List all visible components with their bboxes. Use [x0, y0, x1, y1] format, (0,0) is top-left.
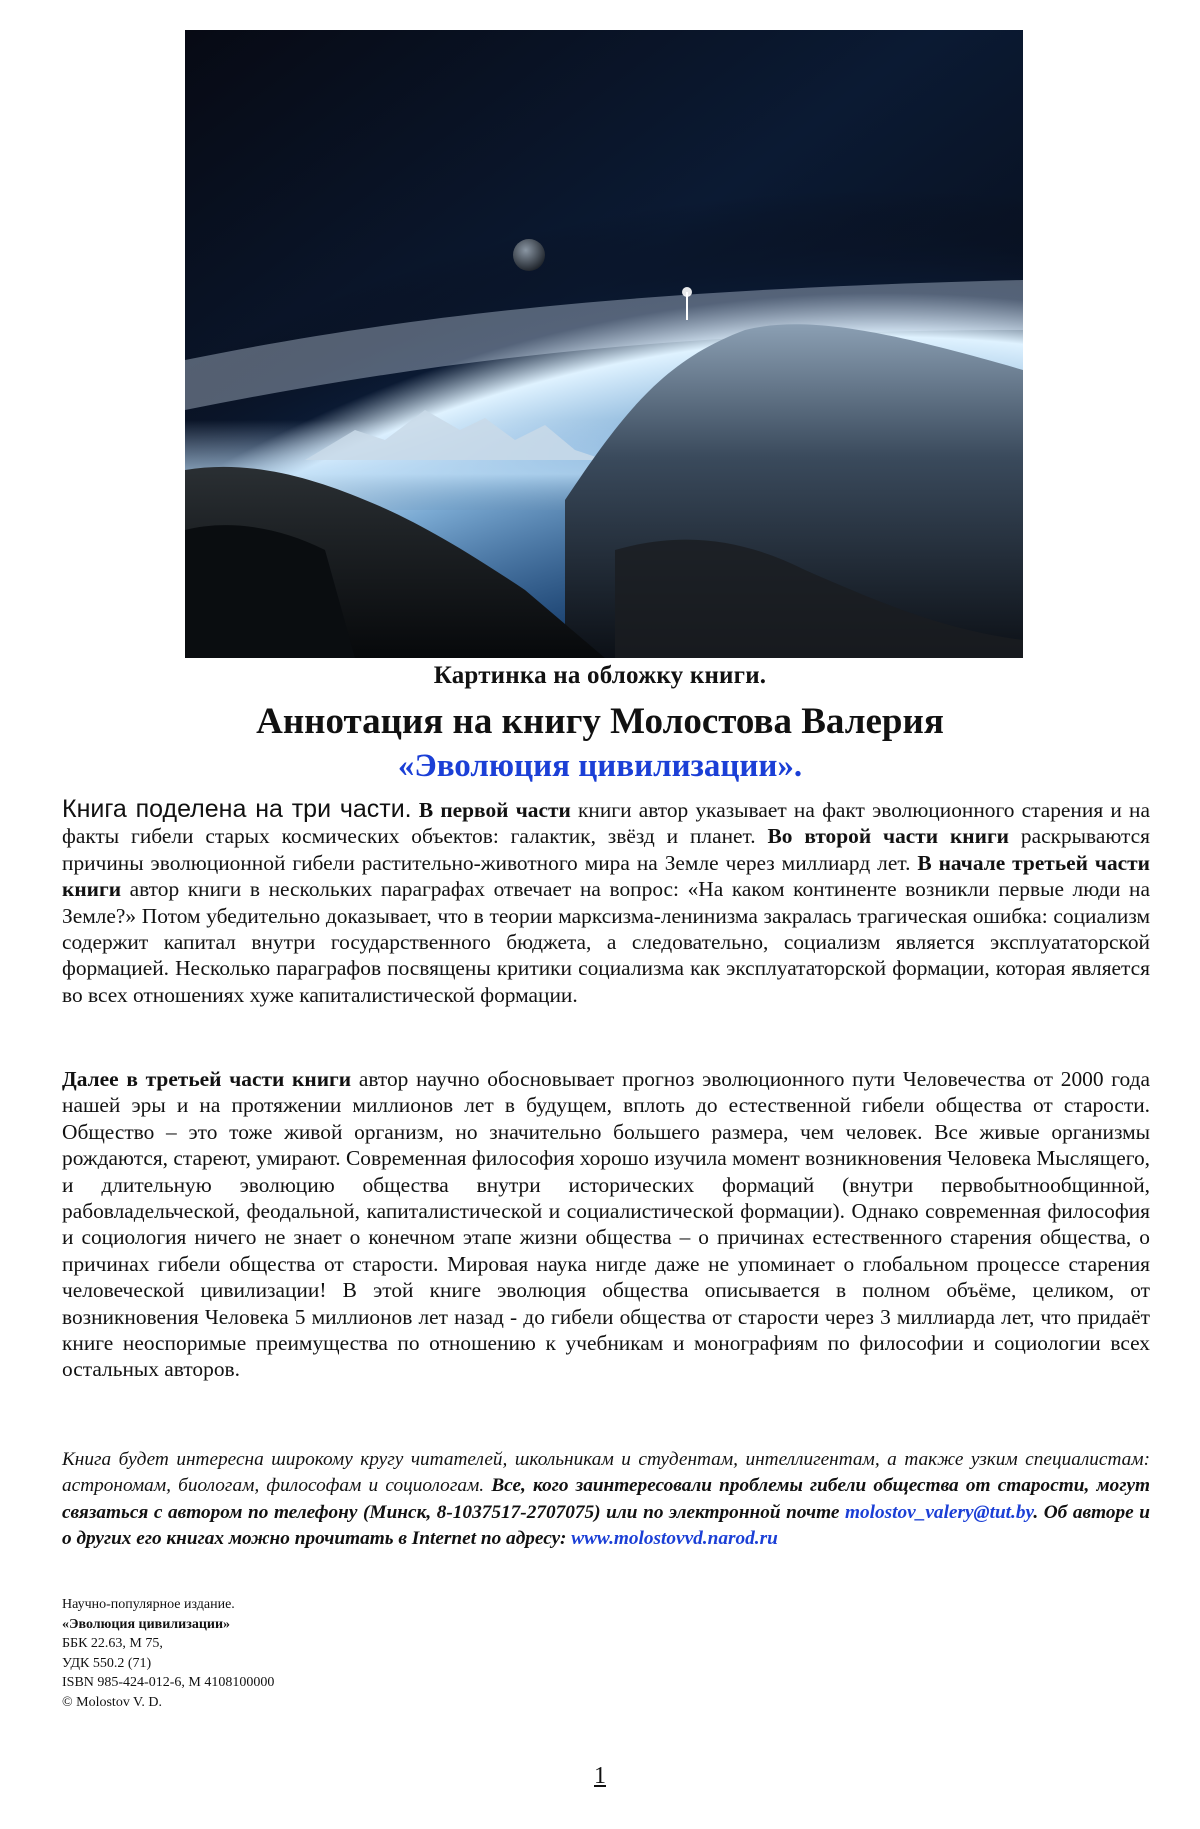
third-part-text: автор книги в нескольких параграфах отвечает на вопрос: «На каком континенте возникли первые люди на Земле?» Потом убедительно доказывает, что в теории марксизма-ленинизма закралась трагическая ошибка: социализм содержит капитал внутри государственного бюджета, а следовательно, социализм является эксплуататорской формацией. Несколько параграфов посвящены критики социализма как эксплуататорской формации, которая является во всех отношениях хуже капиталистической формации. [62, 877, 1150, 1007]
imprint-line: «Эволюция цивилизации» [62, 1616, 231, 1632]
book-title: «Эволюция цивилизации». [397, 748, 803, 784]
forecast-label: Далее в третьей части книги [62, 1067, 352, 1091]
annotation-title: Аннотация на книгу Молостова Валерия [256, 701, 944, 742]
website-link[interactable]: www.molostovvd.narod.ru [571, 1528, 778, 1550]
cover-caption: Картинка на обложку книги. [433, 662, 767, 689]
forecast-text: автор научно обосновывает прогноз эволюционного пути Человечества от 2000 года нашей эры и на протяжении миллионов лет в будущем, вплоть до естественной гибели общества от старости. Общество – это тоже живой организм, но значительно большего размера, чем человек. Все живые организмы рождаются, стареют, умирают. Современная философия хорошо изучила момент возникновения Человека Мыслящего, и длительную эволюцию общества внутри исторических формаций (внутри первобытнообщинной, рабовладельческой, феодальной, капиталистической и социалистической формации). Однако современная философия и социология ничего не знает о конечном этапе жизни общества – о причинах естественного старения общества, о причинах гибели общества от старости. Мировая наука нигде даже не упоминает о глобальном процессе старения человеческой цивилизации! В этой книге эволюция общества описывается в полном объёме, целиком, от возникновения Человека 5 миллионов лет назад - до гибели общества от старости через 3 миллиарда лет, что придаёт книге неоспоримые преимущества по отношению к учебникам и монографиям по философии и социологии всех остальных авторов. [62, 1067, 1150, 1382]
contact-text: Все, кого заинтересовали проблемы гибели общества от старости, могут связаться с автором по телефону (Минск, 8-1037517-2707075) или по электронной почте [62, 1475, 1150, 1523]
imprint-block [62, 1595, 274, 1713]
contact-text-2: . Об авторе и о других его книгах можно прочитать в Internet по адресу: [62, 1501, 1150, 1550]
first-part-label: В первой части [418, 798, 571, 822]
third-part-label: В начале третьей части книги [62, 850, 1150, 902]
imprint-line: ББК 22.63, М 75, [62, 1636, 163, 1652]
imprint-line: УДК 550.2 (71) [62, 1655, 152, 1671]
second-part-text: раскрываются причины эволюционной гибели растительно-животного мира на Земле через миллиард лет. [62, 824, 1150, 875]
page-number: 1 [594, 1763, 606, 1789]
paragraph-lead: Книга поделена на три части. [62, 795, 412, 823]
imprint-line: © Molostov V. D. [62, 1694, 162, 1710]
cover-image [185, 30, 1023, 658]
reader-note [62, 1447, 1150, 1553]
audience-text: Книга будет интересна широкому кругу читателей, школьникам и студентам, интеллигентам, а также узким специалистам: астрономам, биологам, философам и социологам. [62, 1449, 1150, 1497]
imprint-line: ISBN 985-424-012-6, М 4108100000 [62, 1675, 275, 1691]
imprint-line: Научно-популярное издание. [62, 1597, 235, 1612]
email-link[interactable]: molostov_valery@tut.by [845, 1501, 1034, 1523]
second-part-label: Во второй части книги [767, 824, 1009, 849]
first-part-text: книги автор указывает на факт эволюционного старения и на факты гибели старых космических объектов: галактик, звёзд и планет. [62, 798, 1150, 849]
paragraph-parts-overview [62, 796, 1150, 1008]
space-landscape-illustration [185, 30, 1023, 658]
paragraph-forecast [62, 1066, 1150, 1383]
